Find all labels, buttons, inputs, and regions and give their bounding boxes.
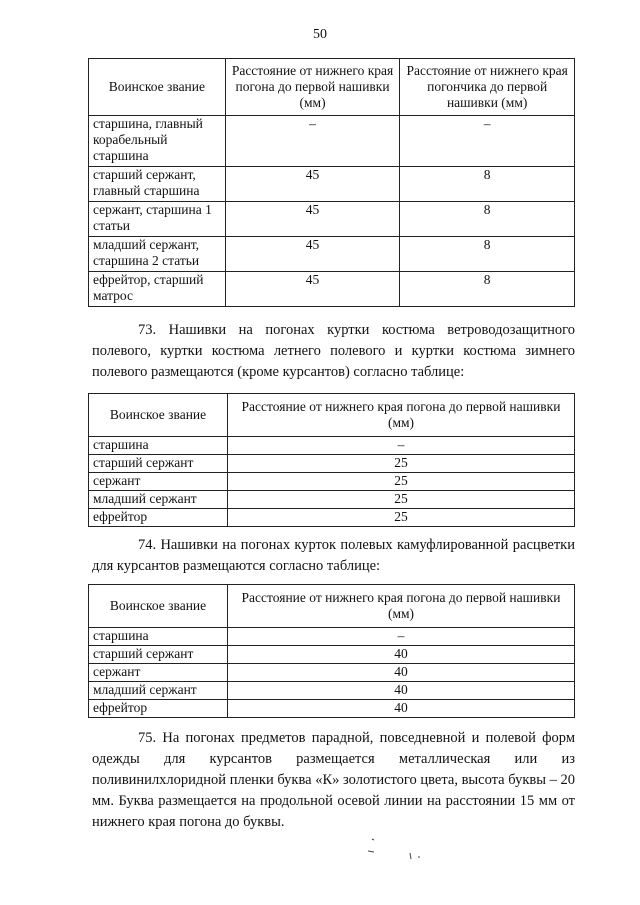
value-cell: 25 xyxy=(228,455,575,473)
value-cell: 40 xyxy=(228,700,575,718)
table-row xyxy=(89,167,575,202)
value-cell: – xyxy=(400,116,575,167)
table-row xyxy=(89,700,575,718)
rank-cell: сержант xyxy=(89,473,228,491)
rank-cell: младший сержант, старшина 2 статьи xyxy=(89,237,226,272)
table-row xyxy=(89,628,575,646)
table-row xyxy=(89,272,575,307)
table-row xyxy=(89,437,575,455)
rank-cell: старшина xyxy=(89,628,228,646)
value-cell: 45 xyxy=(225,167,400,202)
column-header-board-distance: Расстояние от нижнего края погона до первой нашивки (мм) xyxy=(228,394,575,437)
value-cell: 45 xyxy=(225,202,400,237)
paragraph-73: 73. Нашивки на погонах куртки костюма ветроводозащитного полевого, куртки костюма летнего полевого и куртки костюма зимнего полевого размещаются (кроме курсантов) согласно таблице: xyxy=(92,322,575,380)
value-cell: – xyxy=(228,628,575,646)
page-number: 50 xyxy=(313,27,327,42)
rank-cell: старший сержант xyxy=(89,455,228,473)
value-cell: 40 xyxy=(228,682,575,700)
rank-cell: младший сержант xyxy=(89,682,228,700)
table-row xyxy=(89,682,575,700)
table-row xyxy=(89,202,575,237)
value-cell: 8 xyxy=(400,272,575,307)
table-field-jacket-stripes xyxy=(88,393,575,527)
rank-cell: старший сержант, главный старшина xyxy=(89,167,226,202)
table-shoulder-board-stripes xyxy=(88,58,575,307)
rank-cell: старшина xyxy=(89,437,228,455)
paragraph-74: 74. Нашивки на погонах курток полевых камуфлированной расцветки для курсантов размещаются согласно таблице: xyxy=(92,537,575,574)
column-header-rank: Воинское звание xyxy=(89,59,226,116)
value-cell: 8 xyxy=(400,167,575,202)
value-cell: – xyxy=(225,116,400,167)
table-row xyxy=(89,646,575,664)
column-header-board-distance: Расстояние от нижнего края погона до первой нашивки (мм) xyxy=(228,585,575,628)
table-row xyxy=(89,473,575,491)
rank-cell: ефрейтор xyxy=(89,509,228,527)
rank-cell: сержант xyxy=(89,664,228,682)
value-cell: – xyxy=(228,437,575,455)
rank-cell: ефрейтор, старший матрос xyxy=(89,272,226,307)
table-row xyxy=(89,455,575,473)
rank-cell: сержант, старшина 1 статьи xyxy=(89,202,226,237)
table-row xyxy=(89,509,575,527)
table-row xyxy=(89,237,575,272)
rank-cell: ефрейтор xyxy=(89,700,228,718)
column-header-small-board-distance: Расстояние от нижнего края погончика до первой нашивки (мм) xyxy=(400,59,575,116)
scan-speck-marks xyxy=(360,835,440,865)
value-cell: 8 xyxy=(400,237,575,272)
column-header-rank: Воинское звание xyxy=(89,394,228,437)
table-camo-jacket-stripes xyxy=(88,584,575,718)
value-cell: 45 xyxy=(225,237,400,272)
value-cell: 25 xyxy=(228,473,575,491)
value-cell: 40 xyxy=(228,664,575,682)
rank-cell: старший сержант xyxy=(89,646,228,664)
table-row xyxy=(89,491,575,509)
table-row xyxy=(89,116,575,167)
rank-cell: старшина, главный корабельный старшина xyxy=(89,116,226,167)
rank-cell: младший сержант xyxy=(89,491,228,509)
paragraph-75: 75. На погонах предметов парадной, повседневной и полевой форм одежды для курсантов размещается металлическая или из поливинилхлоридной пленки буква «К» золотистого цвета, высота буквы – 20 мм. Буква размещается на продольной осевой линии на расстоянии 15 мм от нижнего края погона до буквы. xyxy=(92,730,575,830)
value-cell: 25 xyxy=(228,509,575,527)
value-cell: 40 xyxy=(228,646,575,664)
value-cell: 45 xyxy=(225,272,400,307)
table-row xyxy=(89,664,575,682)
column-header-rank: Воинское звание xyxy=(89,585,228,628)
column-header-board-distance: Расстояние от нижнего края погона до первой нашивки (мм) xyxy=(225,59,400,116)
value-cell: 25 xyxy=(228,491,575,509)
value-cell: 8 xyxy=(400,202,575,237)
